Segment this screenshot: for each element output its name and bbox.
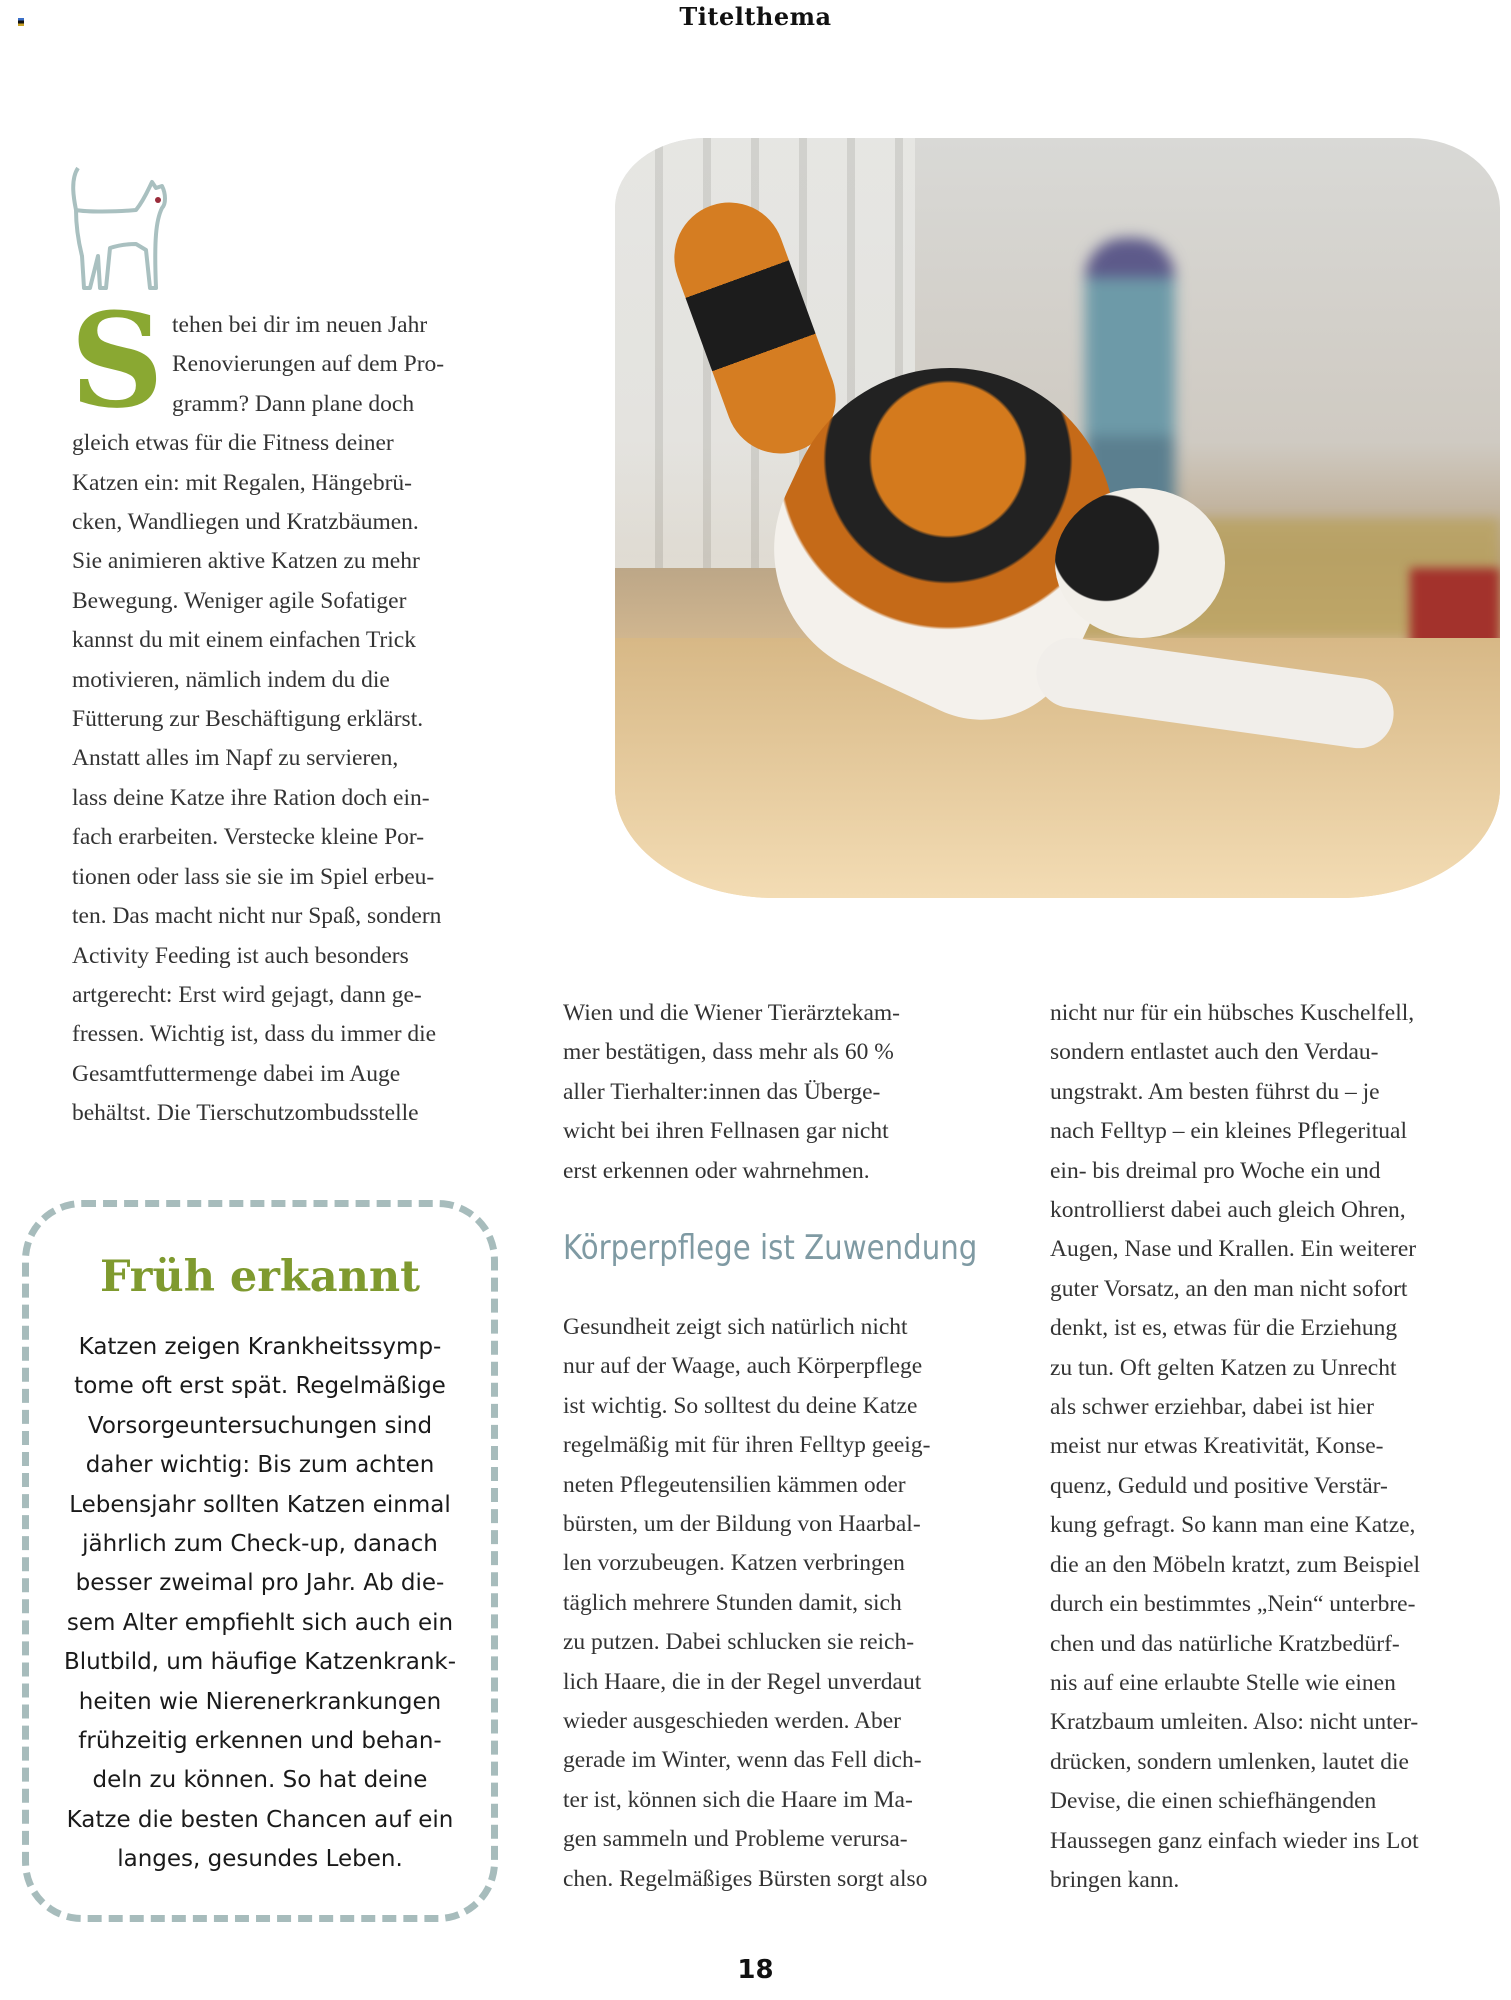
cat-stretching-photo: [615, 138, 1500, 898]
intro-line: kannst du mit einem einfachen Trick: [72, 627, 416, 654]
intro-line: Katzen ein: mit Regalen, Hängebrü-: [72, 469, 412, 496]
intro-line: Activity Feeding ist auch besonders: [72, 942, 409, 969]
intro-line: Sie animieren aktive Katzen zu mehr: [72, 548, 420, 575]
drop-cap: S: [70, 284, 164, 437]
intro-line: Bewegung. Weniger agile Sofatiger: [72, 587, 407, 614]
page-number: 18: [737, 1955, 774, 1985]
intro-line: fressen. Wichtig ist, dass du immer die: [72, 1021, 437, 1048]
intro-line: Renovierungen auf dem Pro-: [172, 351, 445, 378]
intro-line: Fütterung zur Beschäftigung erklärst.: [72, 706, 424, 733]
intro-line: Anstatt alles im Napf zu servieren,: [72, 745, 399, 772]
right-column-text: nicht nur für ein hübsches Kuschelfell, sondern entlastet auch den Verdau- ungstrakt. Am besten führst du – je nach Felltyp – ein kleines Pflegeritual ein- bis dreimal pro Woche ein und kontrollierst dabei auch gleich Ohren, Augen, Nase und Krallen. Ein weiterer guter Vorsatz, an den man nicht sofort denkt, ist es, etwas für die Erziehung zu tun. Oft gelten Katzen zu Unrecht als schwer erziehbar, dabei ist hier meist nur etwas Kreativität, Konse- quenz, Geduld und positive Verstär- kung gefragt. So kann man eine Katze, die an den Möbeln kratzt, zum Beispiel durch ein bestimmtes „Nein“ unterbre- chen und das natürliche Kratzbedürf- nis auf eine erlaubte Stelle wie einen Kratzbaum umleiten. Also: nicht unter- drücken, sondern umlenken, lautet die Devise, die einen schiefhängenden Haussegen ganz einfach wieder ins Lot bringen kann.: [1050, 1000, 1421, 1893]
intro-line: tehen bei dir im neuen Jahr: [172, 312, 428, 338]
intro-line: Gesamtfuttermenge dabei im Auge: [72, 1060, 401, 1087]
subheading: Körperpflege ist Zuwendung: [563, 1228, 978, 1268]
intro-line: gleich etwas für die Fitness deiner: [72, 430, 394, 457]
middle-column-text: Gesundheit zeigt sich natürlich nicht nur auf der Waage, auch Körperpflege ist wichtig. So solltest du deine Katze regelmäßig mit für ihren Felltyp geeig- neten Pflegeutensilien kämmen oder bürsten, um der Bildung von Haarbal- len vorzubeugen. Katzen verbringen täglich mehrere Stunden damit, sich zu putzen. Dabei schlucken sie reich- lich Haare, die in der Regel unverdaut wieder ausgeschieden werden. Aber gerade im Winter, wenn das Fell dich- ter ist, können sich die Haare im Ma- gen sammeln und Probleme verursa- chen. Regelmäßiges Bürsten sorgt also: [563, 1314, 931, 1892]
intro-line: lass deine Katze ihre Ration doch ein-: [72, 784, 430, 811]
intro-line: artgerecht: Erst wird gejagt, dann ge-: [72, 981, 422, 1008]
section-header: Titelthema: [679, 2, 832, 31]
intro-line: fach erarbeiten. Verstecke kleine Por-: [72, 824, 425, 851]
intro-text: [72, 306, 532, 1134]
middle-column-text-top: Wien und die Wiener Tierärztekam- mer bestätigen, dass mehr als 60 % aller Tierhalter:innen das Überge- wicht bei ihren Fellnasen gar nicht erst erkennen oder wahrnehmen.: [563, 1000, 901, 1184]
info-box-text: Katzen zeigen Krankheitssymp- tome oft erst spät. Regelmäßige Vorsorgeuntersuchungen sind daher wichtig: Bis zum achten Lebensjahr sollten Katzen einmal jährlich zum Check-up, danach besser zweimal pro Jahr. Ab die- sem Alter empfiehlt sich auch ein Blutbild, um häufige Katzenkrank- heiten wie Nierenerkrankungen frühzeitig erkennen und behan- deln zu können. So hat deine Katze die besten Chancen auf ein langes, gesundes Leben.: [63, 1334, 457, 1873]
intro-line: behältst. Die Tierschutzombudsstelle: [72, 1100, 419, 1127]
intro-line: cken, Wandliegen und Kratzbäumen.: [72, 509, 419, 536]
info-box-title: Früh erkannt: [100, 1252, 420, 1302]
intro-line: motivieren, nämlich indem du die: [72, 666, 390, 693]
intro-line: tionen oder lass sie sie im Spiel erbeu-: [72, 863, 435, 890]
intro-line: gramm? Dann plane doch: [172, 390, 415, 417]
cat-outline-icon: [66, 160, 216, 300]
intro-line: ten. Das macht nicht nur Spaß, sondern: [72, 903, 442, 930]
